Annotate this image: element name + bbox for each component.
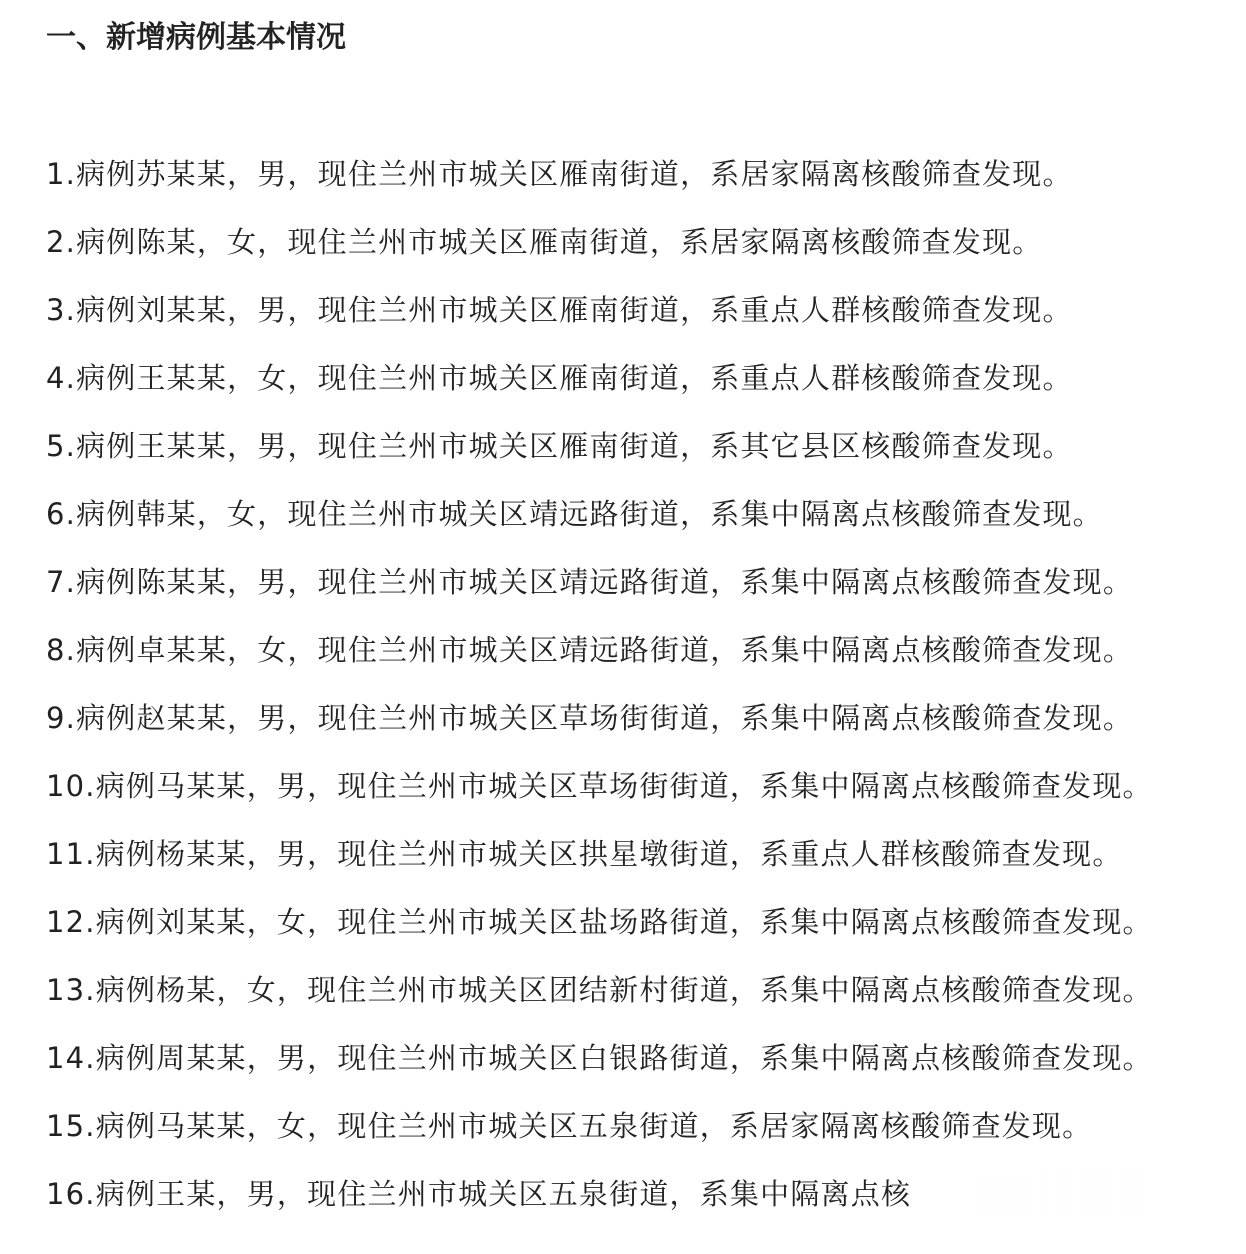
case-item-15: 15.病例马某某，女，现住兰州市城关区五泉街道，系居家隔离核酸筛查发现。 [46, 1109, 1093, 1143]
case-item-16: 16.病例王某，男，现住兰州市城关区五泉街道，系集中隔离点核 [46, 1177, 912, 1211]
case-item-13: 13.病例杨某，女，现住兰州市城关区团结新村街道，系集中隔离点核酸筛查发现。 [46, 973, 1153, 1007]
section-title: 一、新增病例基本情况 [46, 20, 346, 55]
case-item-6: 6.病例韩某，女，现住兰州市城关区靖远路街道，系集中隔离点核酸筛查发现。 [46, 497, 1103, 531]
case-item-10: 10.病例马某某，男，现住兰州市城关区草场街街道，系集中隔离点核酸筛查发现。 [46, 769, 1153, 803]
case-item-12: 12.病例刘某某，女，现住兰州市城关区盐场路街道，系集中隔离点核酸筛查发现。 [46, 905, 1153, 939]
case-item-11: 11.病例杨某某，男，现住兰州市城关区拱星墩街道，系重点人群核酸筛查发现。 [46, 837, 1123, 871]
case-item-2: 2.病例陈某，女，现住兰州市城关区雁南街道，系居家隔离核酸筛查发现。 [46, 225, 1043, 259]
case-list [46, 152, 1236, 1240]
case-item-14: 14.病例周某某，男，现住兰州市城关区白银路街道，系集中隔离点核酸筛查发现。 [46, 1041, 1153, 1075]
case-item-7: 7.病例陈某某，男，现住兰州市城关区靖远路街道，系集中隔离点核酸筛查发现。 [46, 565, 1134, 599]
case-item-4: 4.病例王某某，女，现住兰州市城关区雁南街道，系重点人群核酸筛查发现。 [46, 361, 1073, 395]
watermark-overlay [970, 1168, 1140, 1220]
case-item-3: 3.病例刘某某，男，现住兰州市城关区雁南街道，系重点人群核酸筛查发现。 [46, 293, 1073, 327]
case-item-8: 8.病例卓某某，女，现住兰州市城关区靖远路街道，系集中隔离点核酸筛查发现。 [46, 633, 1134, 667]
case-item-1: 1.病例苏某某，男，现住兰州市城关区雁南街道，系居家隔离核酸筛查发现。 [46, 157, 1073, 191]
case-item-9: 9.病例赵某某，男，现住兰州市城关区草场街街道，系集中隔离点核酸筛查发现。 [46, 701, 1134, 735]
case-item-5: 5.病例王某某，男，现住兰州市城关区雁南街道，系其它县区核酸筛查发现。 [46, 429, 1073, 463]
